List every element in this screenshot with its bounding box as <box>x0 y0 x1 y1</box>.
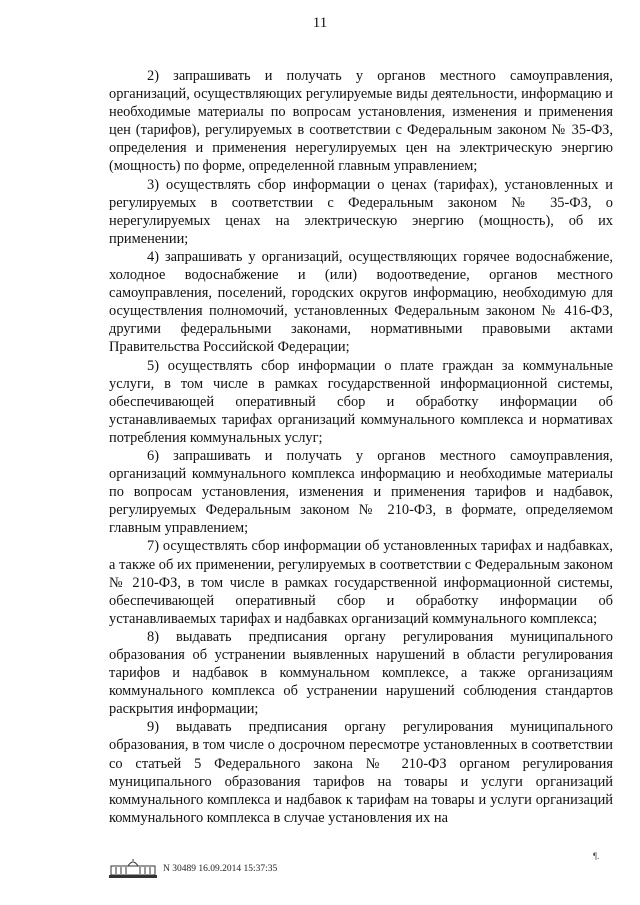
government-building-stamp-icon <box>108 858 158 880</box>
paragraph-5: 5) осуществлять сбор информации о плате граждан за коммунальные услуги, в том числе в рамках государственной информационной системы, обеспечивающей оперативный сбор и обработку информации об устанавливаемых тарифах организаций коммунального комплекса и нормативах потребления коммунальных услуг; <box>109 357 613 446</box>
paragraph-8: 8) выдавать предписания органу регулирования муниципального образования об устранении выявленных нарушений в области регулирования тарифов и надбавок в коммунальном комплексе, а также организациям коммунального комплекса об устранении нарушений соблюдения стандартов раскрытия информации; <box>109 628 613 718</box>
paragraph-2: 2) запрашивать и получать у органов местного самоуправления, организаций, осуществляющих регулируемые виды деятельности, информацию и необходимые материалы по вопросам установления, изменения и применения цен (тарифов), регулируемых в соответствии с Федеральным законом № 35-ФЗ, определения и применения нерегулируемых цен на электрическую энергию (мощность) по форме, определенной главным управлением; <box>109 68 613 175</box>
paragraph-6: 6) запрашивать и получать у органов местного самоуправления, организаций коммунального комплекса информацию и необходимые материалы по вопросам установления, изменения и применения тарифов и надбавок, регулируемых Федеральным законом № 210-ФЗ, в формате, определяемом главным управлением; <box>109 447 613 537</box>
document-body <box>109 67 613 827</box>
registration-number-timestamp: N 30489 16.09.2014 15:37:35 <box>163 864 278 874</box>
paragraph-7: 7) осуществлять сбор информации об установленных тарифах и надбавках, а также об их применении, регулируемых в соответствии с Федеральным законом № 210-ФЗ, в том числе в рамках государственной информационной системы, обеспечивающей оперативный сбор и обработку информации об устанавливаемых тарифах и надбавках организаций коммунального комплекса; <box>109 538 613 627</box>
page-number: 11 <box>312 15 328 31</box>
scan-mark: ¶. <box>593 851 600 861</box>
registration-footer <box>108 858 528 882</box>
paragraph-9: 9) выдавать предписания органу регулирования муниципального образования, в том числе о досрочном пересмотре установленных в соответствии со статьей 5 Федерального закона № 210-ФЗ органом регулирования муниципального образования тарифов на товары и услуги организаций коммунального комплекса и надбавок к тарифам на товары и услуги организаций коммунального комплекса в случае установления их на <box>109 719 613 826</box>
paragraph-4: 4) запрашивать у организаций, осуществляющих горячее водоснабжение, холодное водоснабжение и (или) водоотведение, органов местного самоуправления, поселений, городских округов информацию, необходимую для осуществления полномочий, установленных Федеральным законом № 416-ФЗ, другими федеральными законами, нормативными правовыми актами Правительства Российской Федерации; <box>109 248 613 356</box>
paragraph-3: 3) осуществлять сбор информации о ценах (тарифах), установленных и регулируемых в соответствии с Федеральным законом № 35-ФЗ, о нерегулируемых ценах на электрическую энергию (мощность), об их применении; <box>109 176 613 247</box>
